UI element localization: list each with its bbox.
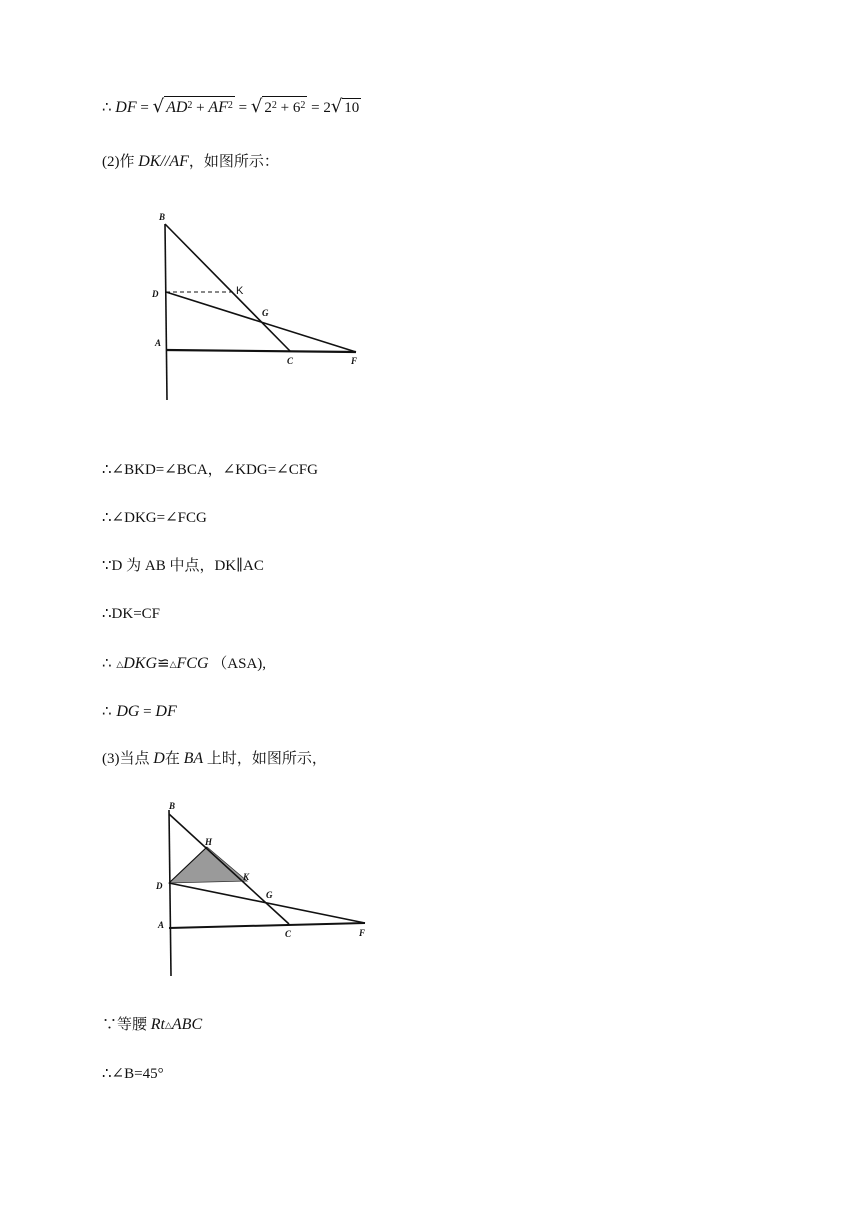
step-3-intro: (3)当点 D在 BA 上时，如图所示，: [102, 750, 327, 767]
radicand-1: $AD^2 + AF^2$: [164, 96, 235, 117]
figure-1: [148, 208, 378, 408]
step-2-intro: (2)作 DK//AF，如图所示：: [102, 153, 279, 170]
label-b: B: [159, 212, 166, 222]
radicand-2: $2^2 + 6^2$: [262, 96, 307, 117]
step-isosceles: ∵等腰 Rt△ABC: [102, 1016, 203, 1033]
line-bc: [165, 224, 290, 351]
equation-df: ∴ DF = √ $AD^2 + AF^2$ = √ $2^2 + 6^2 = 2√$ 10: [102, 96, 360, 117]
label-h: H: [205, 837, 213, 847]
line-af: [169, 923, 365, 928]
step-dk-cf: ∴DK=CF: [102, 606, 161, 622]
shaded-triangle-dhk: [169, 847, 247, 883]
line-df: [169, 883, 365, 923]
line-af: [166, 350, 356, 352]
step-angle-equal-2: ∴∠DKG=∠FCG: [102, 510, 207, 526]
label-f: F: [351, 356, 358, 366]
label-c: C: [285, 929, 292, 939]
label-b: B: [169, 801, 176, 811]
line-ba-extended: [165, 224, 167, 400]
step-angle-equal-1: ∴∠BKD=∠BCA，∠KDG=∠CFG: [102, 462, 318, 478]
radicand-3: 10: [344, 100, 360, 116]
line-df: [166, 292, 356, 352]
label-a: A: [158, 920, 165, 930]
radical-sign: √: [152, 96, 165, 117]
step-congruent: ∴ △DKG≌△FCG （ASA),: [102, 654, 267, 672]
label-c: C: [287, 356, 294, 366]
step-dg-df: ∴ DG = DF: [102, 702, 177, 720]
line-ba-extended: [169, 810, 171, 976]
label-k: K: [243, 872, 250, 882]
label-a: A: [155, 338, 162, 348]
figure-2: [155, 800, 385, 980]
label-d: D: [152, 289, 159, 299]
label-d: D: [156, 881, 163, 891]
label-k: K: [236, 285, 244, 297]
label-f: F: [359, 928, 366, 938]
step-angle-b: ∴∠B=45°: [102, 1066, 164, 1082]
label-g: G: [266, 890, 273, 900]
label-g: G: [262, 308, 269, 318]
step-midpoint: ∵D 为 AB 中点，DK∥AC: [102, 558, 264, 574]
